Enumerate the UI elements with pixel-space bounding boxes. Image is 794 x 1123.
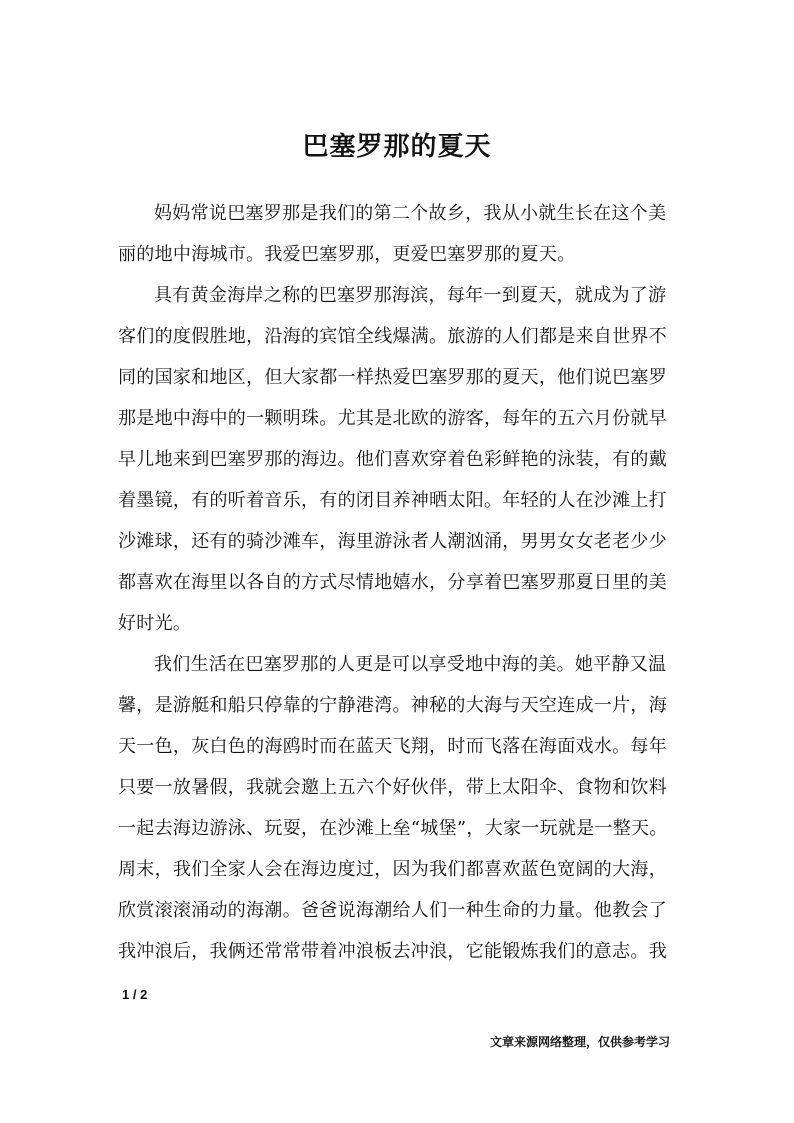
paragraph-1: 妈妈常说巴塞罗那是我们的第二个故乡，我从小就生长在这个美丽的地中海城市。我爱巴塞罗那，更爱巴塞罗那的夏天。 — [118, 203, 667, 265]
paragraph-3: 我们生活在巴塞罗那的人更是可以享受地中海的美。她平静又温馨，是游艇和船只停靠的宁静港湾。神秘的大海与天空连成一片，海天一色，灰白色的海鸥时而在蓝天飞翔，时而飞落在海面戏水。每年只要一放暑假，我就会邀上五六个好伙伴，带上太阳伞、食物和饮料一起去海边游泳、玩耍，在沙滩上垒“城堡”，大家一玩就是一整天。周末，我们全家人会在海边度过，因为我们都喜欢蓝色宽阔的大海，欣赏滚滚涌动的海潮。爸爸说海潮给人们一种生命的力量。他教会了我冲浪后，我俩还常常带着冲浪板去冲浪，它能锻炼我们的意志。我 — [118, 654, 668, 962]
article-body — [118, 193, 678, 972]
page-number: 1 / 2 — [122, 987, 148, 1002]
source-note: 文章来源网络整理，仅供参考学习 — [489, 1035, 670, 1049]
page-title: 巴塞罗那的夏天 — [302, 132, 492, 162]
paragraph-2: 具有黄金海岸之称的巴塞罗那海滨，每年一到夏天，就成为了游客们的度假胜地，沿海的宾馆全线爆满。旅游的人们都是来自世界不同的国家和地区，但大家都一样热爱巴塞罗那的夏天，他们说巴塞罗那是地中海中的一颗明珠。尤其是北欧的游客，每年的五六月份就早早儿地来到巴塞罗那的海边。他们喜欢穿着色彩鲜艳的泳装，有的戴着墨镜，有的听着音乐，有的闭目养神晒太阳。年轻的人在沙滩上打沙滩球，还有的骑沙滩车，海里游泳者人潮汹涌，男男女女老老少少都喜欢在海里以各自的方式尽情地嬉水，分享着巴塞罗那夏日里的美好时光。 — [118, 285, 667, 634]
